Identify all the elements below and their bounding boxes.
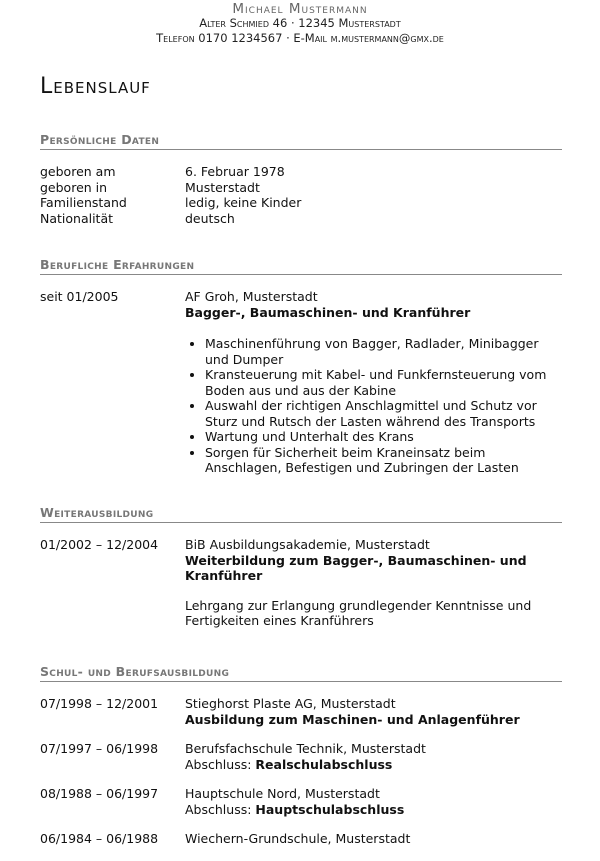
section-heading-personal: Persönliche Daten xyxy=(40,132,562,150)
education-detail: Ausbildung zum Maschinen- und Anlagenführer xyxy=(185,711,520,727)
training-institution: BiB Ausbildungsakademie, Musterstadt xyxy=(185,537,430,552)
personal-row xyxy=(40,211,562,227)
experience-section xyxy=(40,257,562,476)
personal-label: geboren in xyxy=(40,179,108,195)
personal-row xyxy=(40,180,562,196)
experience-role: Bagger-, Baumaschinen- und Kranführer xyxy=(185,304,471,320)
duty-item: • Auswahl der richtigen Anschlagmittel und Schutz vor Sturz und Rutsch der Lasten während des Transports xyxy=(205,398,562,429)
training-entry xyxy=(40,537,562,629)
personal-row xyxy=(40,195,562,211)
education-period: 07/1997 – 06/1998 xyxy=(40,741,159,756)
section-heading-training: Weiterausbildung xyxy=(40,505,562,523)
experience-employer: AF Groh, Musterstadt xyxy=(185,289,318,304)
duty-item: • Wartung und Unterhalt des Krans xyxy=(205,429,562,445)
education-entry xyxy=(40,786,562,817)
education-detail-prefix: Abschluss: xyxy=(185,801,256,817)
education-section xyxy=(40,664,562,861)
training-description: Lehrgang zur Erlangung grundlegender Kenntnisse und Fertigkeiten eines Kranführers xyxy=(185,597,532,628)
personal-label: geboren am xyxy=(40,164,116,179)
section-heading-education: Schul- und Berufsausbildung xyxy=(40,664,562,682)
personal-value: deutsch xyxy=(185,210,235,226)
personal-label: Familienstand xyxy=(40,195,127,210)
personal-data-section xyxy=(40,132,562,226)
duty-item: • Maschinenführung von Bagger, Radlader, Minibagger und Dumper xyxy=(205,336,562,367)
page-title: Lebenslauf xyxy=(40,74,151,99)
education-detail-prefix: Abschluss: xyxy=(185,756,256,772)
education-place: Wiechern-Grundschule, Musterstadt xyxy=(185,831,411,846)
education-period: 08/1988 – 06/1997 xyxy=(40,786,159,801)
personal-value: Musterstadt xyxy=(185,179,260,195)
applicant-address: Alter Schmied 46 · 12345 Musterstadt xyxy=(199,16,401,30)
applicant-name: Michael Mustermann xyxy=(232,1,368,17)
duty-item: • Kransteuerung mit Kabel- und Funkfernsteuerung vom Boden aus und aus der Kabine xyxy=(205,367,562,398)
letterhead xyxy=(0,0,600,46)
education-place: Stieghorst Plaste AG, Musterstadt xyxy=(185,696,396,711)
education-place: Berufsfachschule Technik, Musterstadt xyxy=(185,741,426,756)
duty-item: • Sorgen für Sicherheit beim Kraneinsatz beim Anschlagen, Befestigen und Zubringen der Lasten xyxy=(205,445,562,476)
training-section xyxy=(40,505,562,629)
education-detail: Hauptschulabschluss xyxy=(255,801,405,817)
experience-period: seit 01/2005 xyxy=(40,289,119,304)
education-place: Hauptschule Nord, Musterstadt xyxy=(185,786,380,801)
education-entry xyxy=(40,831,562,847)
education-detail: Realschulabschluss xyxy=(255,756,393,772)
training-course: Weiterbildung zum Bagger-, Baumaschinen- und Kranführer xyxy=(185,552,527,583)
personal-value: 6. Februar 1978 xyxy=(185,164,285,179)
education-period: 06/1984 – 06/1988 xyxy=(40,831,159,846)
experience-entry xyxy=(40,289,562,476)
section-heading-experience: Berufliche Erfahrungen xyxy=(40,257,562,275)
personal-value: ledig, keine Kinder xyxy=(185,195,302,210)
training-period: 01/2002 – 12/2004 xyxy=(40,537,159,552)
applicant-contact: Telefon 0170 1234567 · E-Mail m.mustermann@gmx.de xyxy=(156,31,444,45)
education-entry xyxy=(40,696,562,727)
personal-row xyxy=(40,164,562,180)
education-entry xyxy=(40,741,562,772)
personal-label: Nationalität xyxy=(40,210,114,226)
education-period: 07/1998 – 12/2001 xyxy=(40,696,159,711)
duties-list xyxy=(185,336,562,476)
